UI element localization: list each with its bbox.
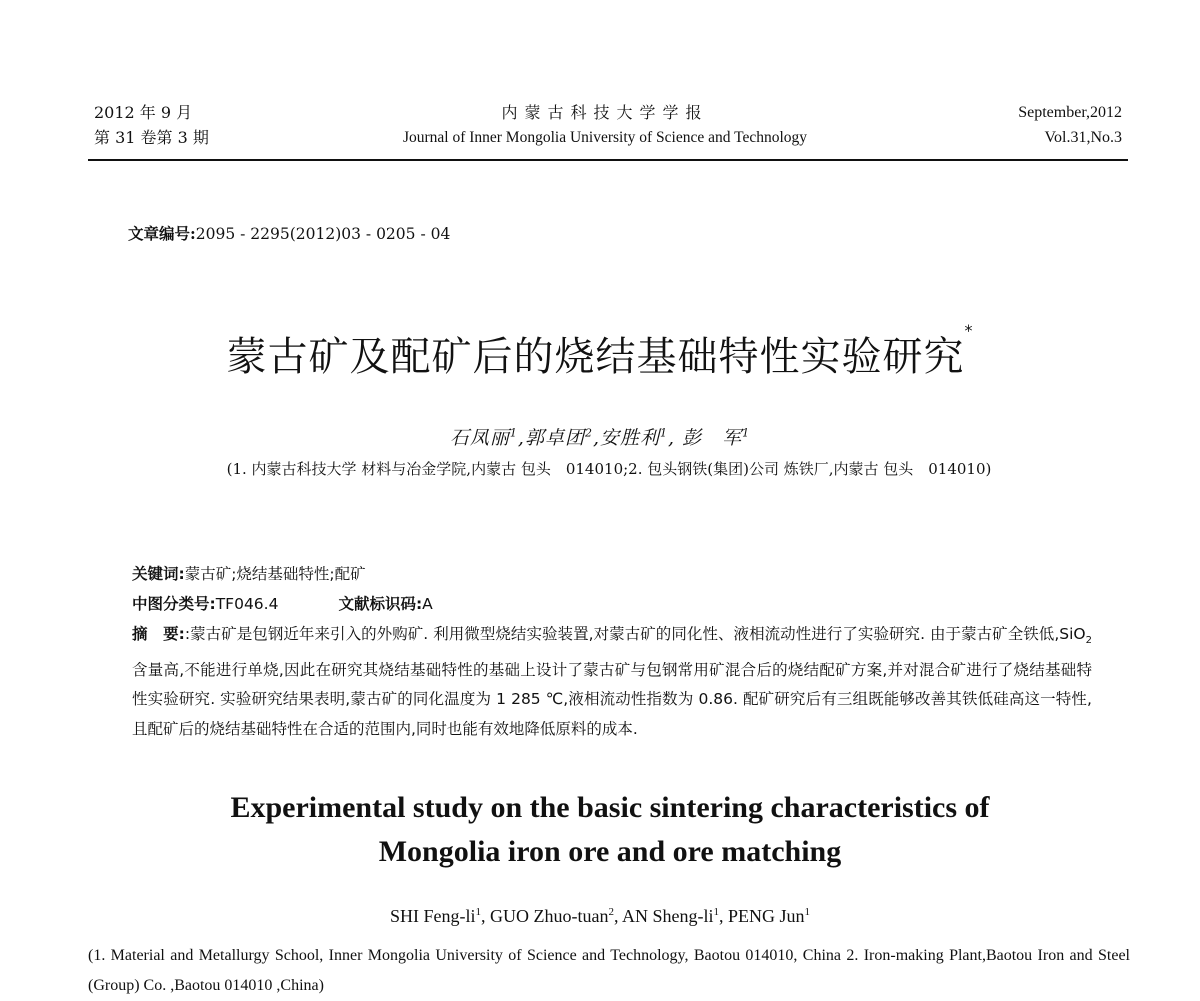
abstract-text-cont: 含量高,不能进行单烧,因此在研究其烧结基础特性的基础上设计了蒙古矿与包钢常用矿混合后的烧结配矿方案,并对混合矿进行了烧结基础特性实验研究. 实验研究结果表明,蒙古矿的同化温度为 1 285 ℃,液相流动性指数为 0.86. 配矿研究后有三组既能够改善其铁低硅高这一特性,且配矿后的烧结基础特性在合适的范围内,同时也能有效地降低原料的成本. xyxy=(132,660,1092,738)
header-right xyxy=(1018,100,1122,150)
header-date-en: September,2012 xyxy=(1018,104,1122,121)
author-affil-ref: 1 xyxy=(475,906,481,918)
header-issue-cn: 第 31 卷第 3 期 xyxy=(94,128,209,147)
affiliation-en: (1. Material and Metallurgy School, Inner Mongolia University of Science and Technology, Baotou 014010, China 2. Iron-making Plant,Baotou Iron and Steel (Group) Co. ,Baotou 014010 ,China) xyxy=(88,947,1130,994)
author-affil-ref: 1 xyxy=(742,426,751,440)
author-cn: 安胜利 xyxy=(600,427,661,449)
abstract-text: :蒙古矿是包钢近年来引入的外购矿. 利用微型烧结实验装置,对蒙古矿的同化性、液相流动性进行了实验研究. 由于蒙古矿全铁低,SiO xyxy=(184,625,1086,643)
author-affil-ref: 1 xyxy=(713,906,719,918)
doc-code-label: 文献标识码: xyxy=(338,595,423,613)
doc-code-value: A xyxy=(422,595,433,613)
header-center xyxy=(300,100,910,150)
article-number-value: 2095 - 2295(2012)03 - 0205 - 04 xyxy=(195,225,451,243)
article-number-label: 文章编号: xyxy=(128,224,196,243)
header-rule xyxy=(88,159,1128,161)
author-affil-ref: 1 xyxy=(660,426,669,440)
keywords-value: 蒙古矿;烧结基础特性;配矿 xyxy=(184,565,366,583)
journal-name-cn: 内蒙古科技大学学报 xyxy=(501,103,709,122)
affiliation-cn: (1. 内蒙古科技大学 材料与冶金学院,内蒙古 包头 014010;2. 包头钢铁(集团)公司 炼铁厂,内蒙古 包头 014010) xyxy=(226,460,992,478)
title-cn xyxy=(0,321,1200,382)
header-left xyxy=(94,100,209,150)
author-cn: 彭 军 xyxy=(682,427,743,449)
title-cn-text: 蒙古矿及配矿后的烧结基础特性实验研究 xyxy=(226,334,965,380)
title-en-line2: Mongolia iron ore and ore matching xyxy=(378,835,842,868)
author-cn: 石凤丽 xyxy=(449,427,510,449)
author-cn: 郭卓团 xyxy=(524,427,585,449)
classification xyxy=(132,592,1092,614)
keywords xyxy=(132,562,1092,584)
abstract-subscript: 2 xyxy=(1085,635,1092,647)
title-en-line1: Experimental study on the basic sintering characteristics of xyxy=(230,791,990,824)
clc-label: 中图分类号: xyxy=(132,595,216,613)
author-en: GUO Zhuo-tuan xyxy=(489,906,609,926)
title-en xyxy=(0,786,1200,874)
title-footnote-marker: * xyxy=(964,321,974,340)
abstract-label: 摘 要: xyxy=(132,625,185,643)
clc-value: TF046.4 xyxy=(215,595,279,613)
author-affil-ref: 2 xyxy=(608,906,614,918)
author-en: AN Sheng-li xyxy=(621,906,714,926)
header-date-cn: 2012 年 9 月 xyxy=(94,103,193,122)
authors-en: SHI Feng-$li^1$, GUO Zhuo-tuan$^2$, AN Sheng-$li^1$, PENG Jun$^1$ xyxy=(389,906,810,926)
journal-name-en: Journal of Inner Mongolia University of Science and Technology xyxy=(402,129,808,146)
author-affil-ref: 1 xyxy=(804,906,810,918)
abstract xyxy=(132,620,1092,744)
author-affil-ref: 1 xyxy=(509,426,518,440)
authors-cn: 石凤丽$^1$,郭卓团$^2$,安胜利$^1$, 彭 军$^1$ xyxy=(449,426,751,449)
author-en: SHI Feng-li xyxy=(389,906,476,926)
keywords-label: 关键词: xyxy=(132,565,185,583)
author-en: PENG Jun xyxy=(727,906,805,926)
header-issue-en: Vol.31,No.3 xyxy=(1044,129,1122,146)
article-number xyxy=(128,222,450,244)
author-affil-ref: 2 xyxy=(584,426,593,440)
